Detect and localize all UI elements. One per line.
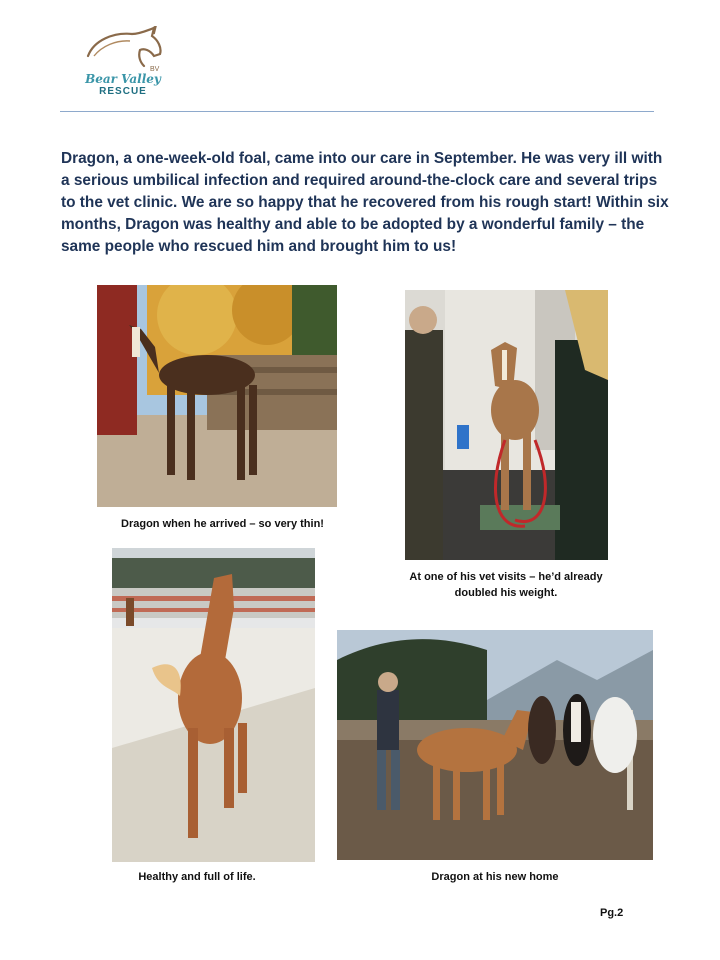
caption-dragon-arrived: Dragon when he arrived – so very thin! xyxy=(121,518,324,530)
photo-vet-visit xyxy=(405,290,608,560)
page-number: Pg.2 xyxy=(600,907,624,919)
caption-vet-visit: At one of his vet visits – he’d already doubled his weight. xyxy=(409,571,603,599)
photo-dragon-arrived xyxy=(97,285,337,507)
photo-new-home xyxy=(337,630,653,860)
logo-subtitle: RESCUE xyxy=(99,86,147,97)
bear-valley-rescue-logo xyxy=(80,26,166,100)
photo-healthy xyxy=(112,548,315,862)
intro-paragraph: Dragon, a one-week-old foal, came into our care in September. He was very ill with a serious umbilical infection and required around-the-clock care and several trips to the vet clinic. We are so happy that he recovered from his rough start! Within six months, Dragon was healthy and able to be adopted by a wonderful family – the same people who rescued him and brought him to us! xyxy=(61,150,669,255)
logo-name: Bear Valley xyxy=(85,72,161,86)
caption-healthy: Healthy and full of life. xyxy=(138,871,256,883)
logo-badge: BV xyxy=(150,66,160,73)
caption-new-home: Dragon at his new home xyxy=(431,871,559,883)
header-divider xyxy=(60,111,654,112)
